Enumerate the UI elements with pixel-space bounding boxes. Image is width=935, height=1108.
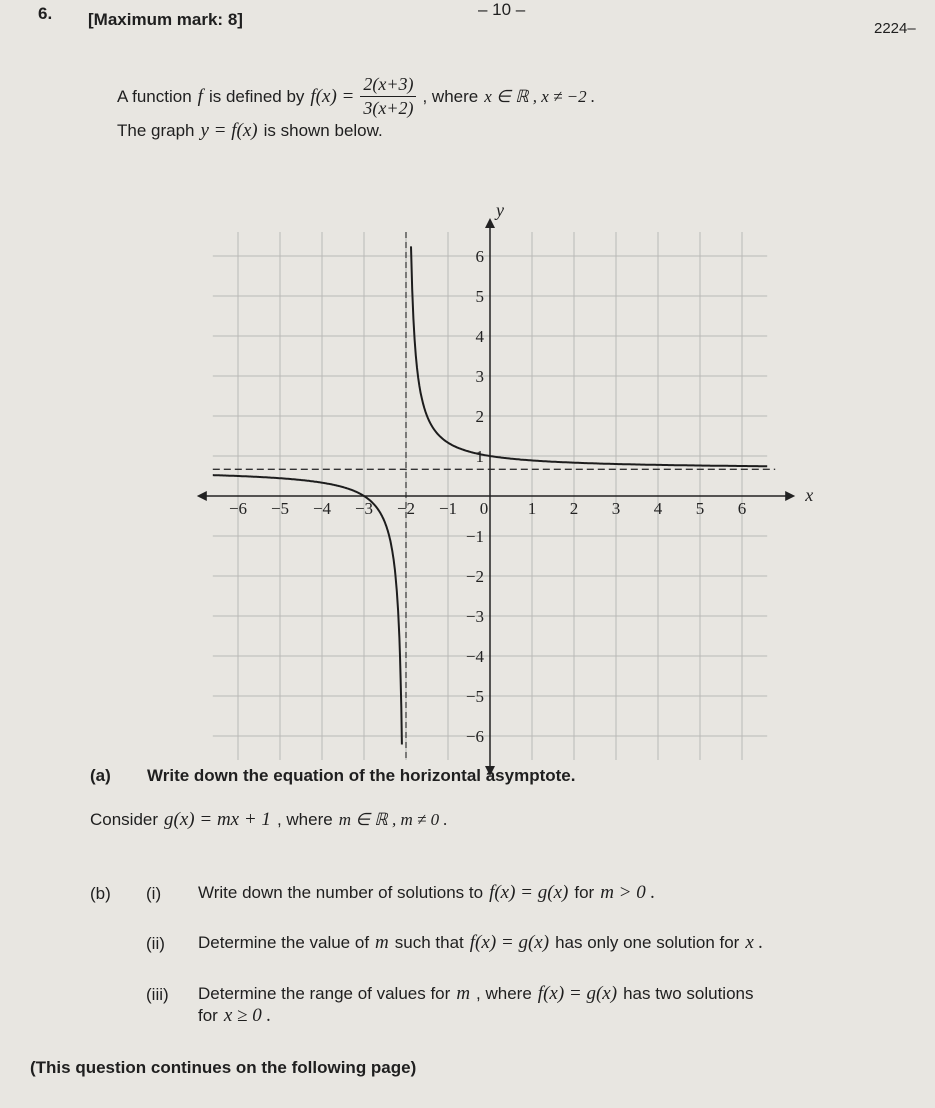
consider-where: , where xyxy=(276,810,333,829)
y-axis-label: y xyxy=(496,200,504,220)
y-tick-label: −3 xyxy=(465,607,484,626)
part-bi-condition: m > 0 . xyxy=(600,882,656,903)
y-tick-label: −1 xyxy=(465,527,484,546)
part-biii-for: for xyxy=(198,1006,218,1025)
x-axis-arrow-right xyxy=(785,491,795,501)
y-tick-label: 6 xyxy=(475,247,484,266)
x-tick-label: 6 xyxy=(737,499,747,518)
part-bi-equation: f(x) = g(x) xyxy=(489,882,569,903)
graph-equation: y = f(x) xyxy=(200,120,258,141)
part-a-label: (a) xyxy=(90,766,111,785)
part-biii-line-2 xyxy=(198,1005,271,1027)
part-bi-for: for xyxy=(574,883,595,902)
fx-lhs: f(x) = xyxy=(310,85,355,107)
part-a-text: Write down the equation of the horizontal asymptote. xyxy=(147,766,576,785)
y-tick-label: 2 xyxy=(475,407,484,426)
x-axis-label: x xyxy=(805,485,814,505)
m-condition: m ∈ ℝ , m ≠ 0 . xyxy=(338,810,448,829)
curve-right-branch xyxy=(411,246,767,466)
part-bii-text: Determine the value of xyxy=(198,933,370,952)
continuation-note: (This question continues on the following page) xyxy=(30,1058,417,1077)
x-tick-label: −4 xyxy=(312,499,332,518)
part-bi-text: Write down the number of solutions to xyxy=(198,883,484,902)
part-b-label: (b) xyxy=(90,884,111,903)
intro-text-b: is defined by xyxy=(208,86,305,106)
x-tick-label: 1 xyxy=(527,499,537,518)
part-bii-such: such that xyxy=(394,933,464,952)
y-tick-label: 5 xyxy=(475,287,484,306)
y-tick-label: 4 xyxy=(475,327,484,346)
x-tick-label: −6 xyxy=(228,499,248,518)
part-biii-equation: f(x) = g(x) xyxy=(537,983,618,1004)
part-bi-label: (i) xyxy=(146,884,162,903)
consider-line xyxy=(90,809,448,831)
y-tick-label: −2 xyxy=(465,567,484,586)
x-tick-label: −5 xyxy=(270,499,290,518)
y-tick-label: 3 xyxy=(475,367,484,386)
x-tick-label: 0 xyxy=(479,499,489,518)
fx-denominator: 3(x+2) xyxy=(363,98,414,118)
x-tick-label: 4 xyxy=(653,499,663,518)
x-tick-label: 5 xyxy=(695,499,705,518)
y-axis-arrow-up xyxy=(485,218,495,228)
x-tick-label: 2 xyxy=(569,499,579,518)
consider-text: Consider xyxy=(90,810,159,829)
axes xyxy=(197,200,813,776)
part-bii-label: (ii) xyxy=(146,934,165,953)
fx-numerator: 2(x+3) xyxy=(360,74,416,97)
part-bii-equation: f(x) = g(x) xyxy=(469,932,550,953)
y-tick-label: 1 xyxy=(475,447,484,466)
question-number: 6. xyxy=(38,4,53,23)
part-biii-label: (iii) xyxy=(146,985,169,1004)
part-bi-line xyxy=(198,882,655,904)
x-tick-label: −2 xyxy=(396,499,416,518)
part-bii-m: m xyxy=(375,932,389,953)
part-biii-condition: x ≥ 0 . xyxy=(223,1005,272,1026)
intro-text-a: A function xyxy=(117,86,192,106)
intro-f-symbol: f xyxy=(197,85,203,107)
domain-condition: x ∈ ℝ , x ≠ −2 . xyxy=(484,86,596,106)
page-number: – 10 – xyxy=(478,0,526,19)
max-mark: [Maximum mark: 8] xyxy=(88,10,243,29)
intro-text-c: , where xyxy=(422,86,479,106)
part-bii-x: x . xyxy=(745,932,764,953)
part-biii-line xyxy=(198,983,753,1005)
part-bii-line xyxy=(198,932,763,954)
part-biii-text: Determine the range of values for xyxy=(198,984,451,1003)
x-tick-label: 3 xyxy=(611,499,621,518)
intro-shown-text: is shown below. xyxy=(263,121,383,140)
y-tick-label: −5 xyxy=(465,687,484,706)
y-tick-label: −4 xyxy=(465,647,484,666)
part-bii-post: has only one solution for xyxy=(555,933,740,952)
y-tick-label: −6 xyxy=(465,727,484,746)
x-tick-label: −1 xyxy=(438,499,458,518)
x-tick-label: −3 xyxy=(354,499,374,518)
part-biii-post: has two solutions xyxy=(623,984,754,1003)
part-biii-m: m xyxy=(456,983,471,1004)
x-axis-arrow-left xyxy=(197,491,207,501)
part-biii-where: , where xyxy=(476,984,532,1003)
intro-graph-text: The graph xyxy=(117,121,195,140)
g-definition: g(x) = mx + 1 xyxy=(164,809,271,830)
paper-code: 2224– xyxy=(874,20,916,37)
